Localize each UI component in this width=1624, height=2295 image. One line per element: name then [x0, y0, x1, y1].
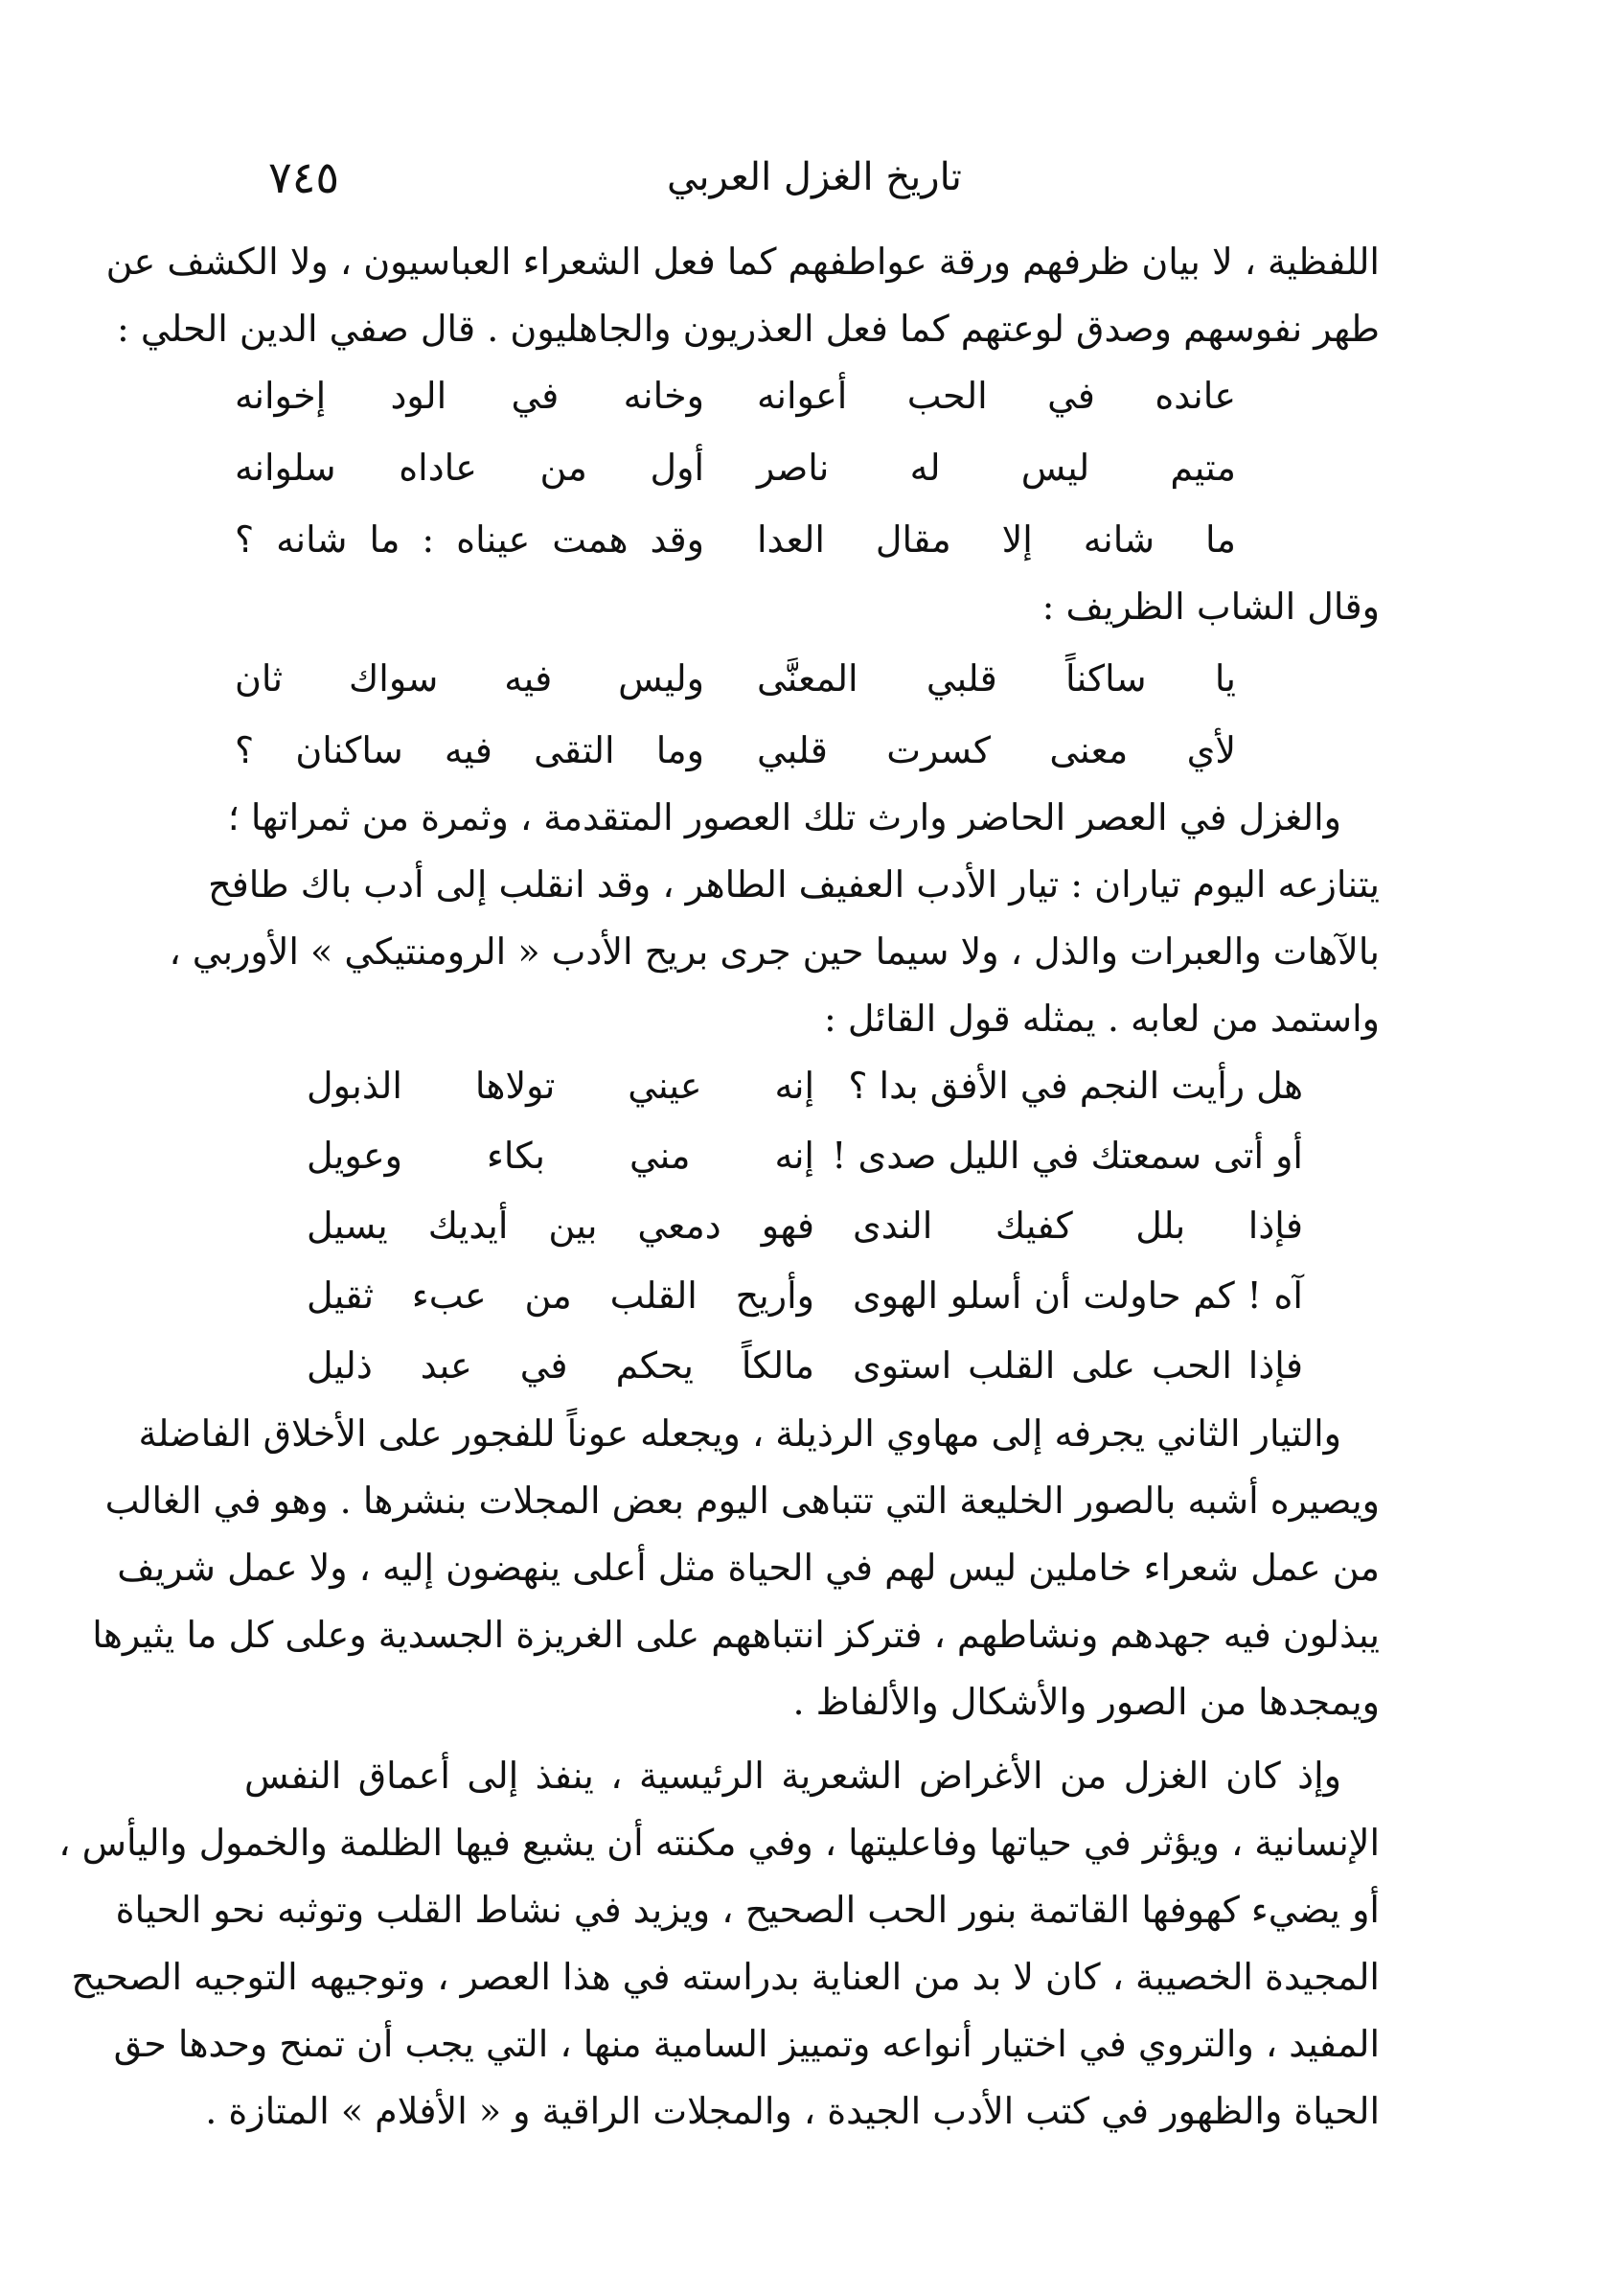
verse-line — [307, 1199, 1303, 1252]
verse-line — [230, 513, 1236, 566]
verse-line — [230, 369, 1236, 423]
verse-second-hemistich: وقد همت عيناه : ما شانه ؟ — [235, 518, 704, 561]
verse-line — [307, 1269, 1303, 1322]
verse-first-hemistich: يا ساكناً قلبي المعنَّى — [757, 657, 1236, 700]
text-line: الإنسانية ، ويؤثر في حياتها وفاعليتها ، وفي مكنته أن يشيع فيها الظلمة والخمول واليأس ، — [58, 1822, 1380, 1864]
text-line: وإذ كان الغزل من الأغراض الشعرية الرئيسية ، ينفذ إلى أعماق النفس — [244, 1755, 1341, 1797]
verse-second-hemistich: وليس فيه سواك ثان — [235, 657, 704, 700]
verse-second-hemistich: مالكاً يحكم في عبد ذليل — [307, 1344, 814, 1387]
verse-line — [307, 1059, 1303, 1113]
text-line: واستمد من لعابه . يمثله قول القائل : — [824, 998, 1380, 1040]
verse-first-hemistich: فإذا الحب على القلب استوى — [853, 1344, 1303, 1387]
text-line: ويمجدها من الصور والأشكال والألفاظ . — [792, 1681, 1380, 1723]
verse-line — [230, 723, 1236, 777]
text-line: بالآهات والعبرات والذل ، ولا سيما حين جرى بريح الأدب « الرومنتيكي » الأوربي ، — [169, 930, 1380, 973]
verse-second-hemistich: فهو دمعي بين أيديك يسيل — [307, 1205, 814, 1247]
verse-line — [230, 652, 1236, 705]
running-title: تاريخ الغزل العربي — [667, 155, 962, 199]
verse-first-hemistich: فإذا بلل كفيك الندى — [853, 1205, 1303, 1247]
verse-first-hemistich: هل رأيت النجم في الأفق بدا ؟ — [848, 1065, 1303, 1107]
text-line: أو يضيء كهوفها القاتمة بنور الحب الصحيح ، ويزيد في نشاط القلب وتوثبه نحو الحياة — [115, 1889, 1380, 1931]
text-line: المجيدة الخصيبة ، كان لا بد من العناية بدراسته في هذا العصر ، وتوجيهه التوجيه الصحيح — [71, 1956, 1380, 1998]
verse-first-hemistich: لأي معنى كسرت قلبي — [757, 729, 1236, 771]
text-line: المفيد ، والتروي في اختيار أنواعه وتمييز السامية منها ، التي يجب أن تمنح وحدها حق — [113, 2023, 1380, 2065]
text-line: طهر نفوسهم وصدق لوعتهم كما فعل العذريون والجاهليون . قال صفي الدين الحلي : — [117, 308, 1380, 350]
text-line: اللفظية ، لا بيان ظرفهم ورقة عواطفهم كما فعل الشعراء العباسيون ، ولا الكشف عن — [105, 241, 1380, 283]
text-line: ويصيره أشبه بالصور الخليعة التي تتباهى اليوم بعض المجلات بنشرها . وهو في الغالب — [104, 1480, 1380, 1522]
running-header — [268, 144, 1361, 211]
verse-second-hemistich: وأريح القلب من عبء ثقيل — [307, 1274, 814, 1317]
verse-second-hemistich: وخانه في الود إخوانه — [235, 375, 704, 417]
verse-first-hemistich: متيم ليس له ناصر — [757, 447, 1236, 489]
text-line: من عمل شعراء خاملين ليس لهم في الحياة مثل أعلى ينهضون إليه ، ولا عمل شريف — [117, 1547, 1380, 1589]
verse-line — [307, 1129, 1303, 1182]
verse-line — [307, 1339, 1303, 1392]
page-number: ٧٤٥ — [268, 151, 340, 203]
verse-first-hemistich: عانده في الحب أعوانه — [757, 375, 1236, 417]
text-line: الحياة والظهور في كتب الأدب الجيدة ، والمجلات الراقية و « الأفلام » المتازة . — [205, 2090, 1380, 2132]
verse-second-hemistich: أول من عاداه سلوانه — [235, 447, 704, 489]
verse-second-hemistich: إنه مني بكاء وعويل — [307, 1135, 814, 1177]
verse-first-hemistich: آه ! كم حاولت أن أسلو الهوى — [853, 1274, 1303, 1317]
verse-second-hemistich: وما التقى فيه ساكنان ؟ — [235, 729, 704, 771]
text-line: والغزل في العصر الحاضر وارث تلك العصور المتقدمة ، وثمرة من ثمراتها ؛ — [227, 796, 1341, 838]
text-line: وقال الشاب الظريف : — [1041, 585, 1380, 628]
text-line: يتنازعه اليوم تياران : تيار الأدب العفيف الطاهر ، وقد انقلب إلى أدب باك طافح — [208, 863, 1380, 906]
text-line: يبذلون فيه جهدهم ونشاطهم ، فتركز انتباههم على الغريزة الجسدية وعلى كل ما يثيرها — [92, 1614, 1380, 1656]
verse-line — [230, 441, 1236, 494]
verse-first-hemistich: ما شانه إلا مقال العدا — [757, 518, 1236, 561]
text-line: والتيار الثاني يجرفه إلى مهاوي الرذيلة ، ويجعله عوناً للفجور على الأخلاق الفاضلة — [138, 1412, 1341, 1455]
verse-second-hemistich: إنه عيني تولاها الذبول — [307, 1065, 814, 1107]
verse-first-hemistich: أو أتى سمعتك في الليل صدى ! — [832, 1135, 1303, 1177]
